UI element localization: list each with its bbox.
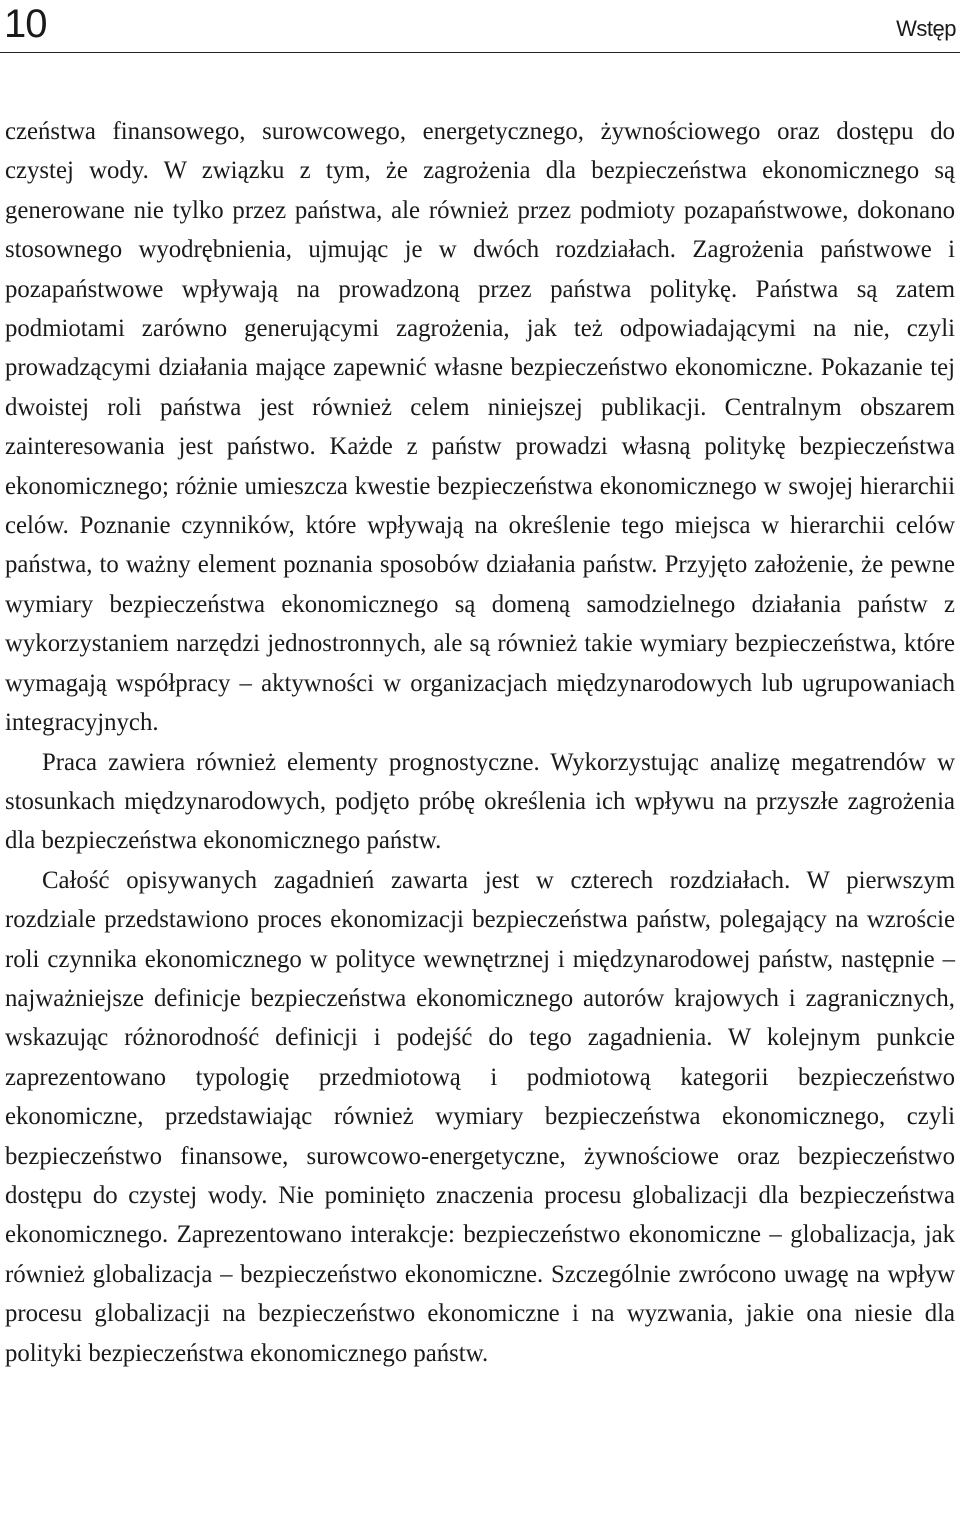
- paragraph-chapters: Całość opisywanych zagadnień zawarta jest w czterech rozdziałach. W pierwszym rozdziale przedstawiono proces ekonomizacji bezpieczeństwa państw, polegający na wzroście roli czynnika ekonomicznego w polityce wewnętrznej i międzynarodowej państw, następnie – najważniejsze definicje bezpieczeństwa ekonomicznego autorów krajowych i zagranicznych, wskazując różnorodność definicji i podejść do tego zagadnienia. W kolejnym punkcie zaprezentowano typologię przedmiotową i podmiotową kategorii bezpieczeństwo ekonomiczne, przedstawiając również wymiary bezpieczeństwa ekonomicznego, czyli bezpieczeństwo finansowe, surowcowo-energetyczne, żywnościowe oraz bezpieczeństwo dostępu do czystej wody. Nie pominięto znaczenia procesu globalizacji dla bezpieczeństwa ekonomicznego. Zaprezentowano interakcje: bezpieczeństwo ekonomiczne – globalizacja, jak również globalizacja – bezpieczeństwo ekonomiczne. Szczególnie zwrócono uwagę na wpływ procesu globalizacji na bezpieczeństwo ekonomiczne i na wyzwania, jakie ona niesie dla polityki bezpieczeństwa ekonomicznego państw.: [5, 866, 955, 1367]
- page-header: [0, 0, 960, 53]
- paragraph-continuation: czeństwa finansowego, surowcowego, energetycznego, żywnościowego oraz dostępu do czystej wody. W związku z tym, że zagrożenia dla bezpieczeństwa ekonomicznego są generowane nie tylko przez państwa, ale również przez podmioty pozapaństwowe, dokonano stosownego wyodrębnienia, ujmując je w dwóch rozdziałach. Zagrożenia państwowe i pozapaństwowe wpływają na prowadzoną przez państwa politykę. Państwa są zatem podmiotami zarówno generującymi zagrożenia, jak też odpowiadającymi na nie, czyli prowadzącymi działania mające zapewnić własne bezpieczeństwo ekonomiczne. Pokazanie tej dwoistej roli państwa jest również celem niniejszej publikacji. Centralnym obszarem zainteresowania jest państwo. Każde z państw prowadzi własną politykę bezpieczeństwa ekonomicznego; różnie umieszcza kwestie bezpieczeństwa ekonomicznego w swojej hierarchii celów. Poznanie czynników, które wpływają na określenie tego miejsca w hierarchii celów państwa, to ważny element poznania sposobów działania państw. Przyjęto założenie, że pewne wymiary bezpieczeństwa ekonomicznego są domeną samodzielnego działania państw z wykorzystaniem narzędzi jednostronnych, ale są również takie wymiary bezpieczeństwa, które wymagają współpracy – aktywności w organizacjach międzynarodowych lub ugrupowaniach integracyjnych.: [5, 118, 955, 737]
- paragraph-prognostic: Praca zawiera również elementy prognostyczne. Wykorzystując analizę megatrendów w stosunkach międzynarodowych, podjęto próbę określenia ich wpływu na przyszłe zagrożenia dla bezpieczeństwa ekonomicznego państw.: [5, 748, 955, 855]
- body-text: [5, 112, 955, 1373]
- page-number: 10: [4, 2, 47, 46]
- running-title: Wstęp: [896, 16, 956, 41]
